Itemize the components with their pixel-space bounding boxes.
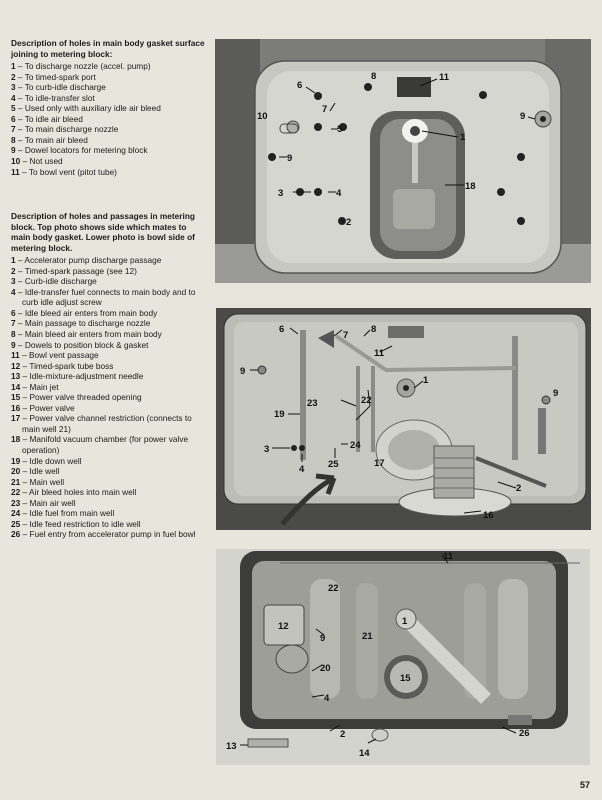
photo-main-body-surface bbox=[215, 39, 591, 283]
p2-label-22: 22 bbox=[361, 395, 372, 406]
p2-label-1: 1 bbox=[423, 375, 429, 386]
caption-item-number: 3 bbox=[11, 82, 16, 93]
p2-label-9-right: 9 bbox=[553, 388, 559, 399]
caption-item-text: Not used bbox=[29, 156, 63, 167]
caption-item: 13 – Idle-mixture-adjustment needle bbox=[11, 371, 144, 382]
caption-item-number: 23 bbox=[11, 497, 21, 508]
p1-label-2: 2 bbox=[346, 217, 352, 228]
caption-item-text: Idle bleed air enters from main body bbox=[24, 307, 158, 318]
p1-label-4: 4 bbox=[336, 188, 342, 199]
caption-item: 23 – Main air well bbox=[11, 497, 76, 508]
caption-item: 11 – To bowl vent (pitot tube) bbox=[11, 166, 117, 177]
caption-item-text: Fuel entry from accelerator pump in fuel bowl bbox=[29, 529, 196, 540]
p1-label-7: 7 bbox=[322, 104, 328, 115]
p2-label-9-left: 9 bbox=[240, 366, 246, 377]
caption-item-text: To main discharge nozzle bbox=[24, 124, 119, 135]
caption-item: 8 – Main bleed air enters from main body bbox=[11, 329, 162, 340]
p3-label-21: 21 bbox=[362, 631, 373, 642]
caption-item: 4 – To idle-transfer slot bbox=[11, 92, 95, 103]
caption-item-text: Main bleed air enters from main body bbox=[24, 329, 162, 340]
p2-label-24: 24 bbox=[350, 440, 361, 451]
caption-item: 21 – Main well bbox=[11, 476, 65, 487]
p1-label-3: 3 bbox=[278, 188, 284, 199]
caption-2-heading: Description of holes and passages in metering block. Top photo shows side which mates to main body gasket. Lower photo is bowl side of metering block. bbox=[11, 211, 195, 253]
caption-item-number: 13 bbox=[11, 371, 21, 382]
caption-item-text: Idle-mixture-adjustment needle bbox=[29, 371, 144, 382]
p2-label-11: 11 bbox=[374, 348, 385, 359]
caption-main-body-holes bbox=[11, 38, 207, 177]
caption-item-text: To discharge nozzle (accel. pump) bbox=[24, 61, 151, 72]
caption-item-number: 6 bbox=[11, 307, 16, 318]
p3-label-1: 1 bbox=[402, 616, 408, 627]
caption-item: 9 – Dowel locators for metering block bbox=[11, 145, 148, 156]
caption-item: 12 – Timed-spark tube boss bbox=[11, 360, 114, 371]
caption-item-text: To idle-transfer slot bbox=[24, 92, 95, 103]
caption-item-text: Air bleed holes into main well bbox=[29, 487, 137, 498]
caption-item: 18 – Manifold vacuum chamber (for power valve operation) bbox=[11, 434, 189, 456]
caption-item: 17 – Power valve channel restriction (connects to main well 21) bbox=[11, 413, 192, 434]
caption-item-text: Idle fuel from main well bbox=[29, 508, 115, 519]
p3-label-11: 11 bbox=[443, 551, 454, 562]
caption-item-number: 6 bbox=[11, 113, 16, 124]
caption-item-text: Idle-transfer fuel connects to main body and to curb idle adjust screw bbox=[22, 286, 196, 308]
caption-item-text: Idle feed restriction to idle well bbox=[29, 518, 141, 529]
p1-label-9-left: 9 bbox=[287, 153, 293, 164]
p2-label-8: 8 bbox=[371, 324, 377, 335]
caption-item-number: 7 bbox=[11, 124, 16, 135]
caption-item: 19 – Idle down well bbox=[11, 455, 82, 466]
photo-metering-block-gasket-side bbox=[216, 308, 591, 530]
caption-item-number: 21 bbox=[11, 476, 21, 487]
caption-2-list bbox=[11, 255, 207, 540]
caption-item: 10 – Not used bbox=[11, 156, 63, 167]
caption-item-number: 1 bbox=[11, 61, 16, 72]
caption-item-number: 11 bbox=[11, 166, 20, 177]
caption-item-number: 20 bbox=[11, 466, 21, 477]
caption-item: 20 – Idle well bbox=[11, 466, 60, 477]
caption-item-number: 19 bbox=[11, 455, 21, 466]
caption-item: 15 – Power valve threaded opening bbox=[11, 392, 142, 403]
caption-item-number: 22 bbox=[11, 487, 21, 498]
p2-label-7: 7 bbox=[343, 330, 349, 341]
caption-item-text: Bowl vent passage bbox=[29, 350, 99, 361]
caption-item-number: 16 bbox=[11, 402, 21, 413]
caption-item-number: 24 bbox=[11, 508, 21, 519]
caption-item: 3 – Curb-idle discharge bbox=[11, 276, 97, 287]
p2-label-3: 3 bbox=[264, 444, 270, 455]
caption-item-text: To main air bleed bbox=[24, 134, 88, 145]
caption-item-text: Idle down well bbox=[29, 455, 82, 466]
caption-item-number: 25 bbox=[11, 518, 21, 529]
caption-item-number: 17 bbox=[11, 413, 21, 424]
caption-metering-block-holes bbox=[11, 211, 207, 540]
p1-label-18: 18 bbox=[465, 181, 476, 192]
caption-item: 6 – Idle bleed air enters from main body bbox=[11, 307, 158, 318]
caption-item-number: 15 bbox=[11, 392, 21, 403]
caption-item-number: 4 bbox=[11, 286, 16, 297]
p3-label-4: 4 bbox=[324, 693, 330, 704]
p3-label-2: 2 bbox=[340, 729, 346, 740]
caption-item-text: Accelerator pump discharge passage bbox=[24, 255, 162, 266]
caption-item-number: 8 bbox=[11, 329, 16, 340]
caption-1-heading: Description of holes in main body gasket surface joining to metering block: bbox=[11, 38, 205, 59]
caption-item-number: 10 bbox=[11, 156, 21, 167]
p2-label-6: 6 bbox=[279, 324, 285, 335]
p1-label-10: 10 bbox=[257, 111, 268, 122]
caption-item-text: Timed-spark passage (see 12) bbox=[24, 265, 137, 276]
p3-label-13: 13 bbox=[226, 741, 237, 752]
caption-item-number: 26 bbox=[11, 529, 21, 540]
caption-item: 6 – To idle air bleed bbox=[11, 113, 83, 124]
caption-item-text: Power valve bbox=[29, 402, 75, 413]
caption-item-text: Timed-spark tube boss bbox=[29, 360, 114, 371]
p1-label-6: 6 bbox=[297, 80, 303, 91]
caption-item-number: 11 bbox=[11, 350, 20, 361]
caption-item-number: 5 bbox=[11, 103, 16, 114]
caption-item-number: 18 bbox=[11, 434, 21, 445]
p1-label-9-right: 9 bbox=[520, 111, 526, 122]
caption-item: 14 – Main jet bbox=[11, 381, 59, 392]
caption-1-list bbox=[11, 61, 207, 177]
caption-item-number: 3 bbox=[11, 276, 16, 287]
caption-item-text: Dowels to position block & gasket bbox=[24, 339, 149, 350]
caption-item-number: 12 bbox=[11, 360, 21, 371]
caption-item: 4 – Idle-transfer fuel connects to main body and to curb idle adjust screw bbox=[11, 286, 196, 308]
p3-label-12: 12 bbox=[278, 621, 289, 632]
caption-item: 22 – Air bleed holes into main well bbox=[11, 487, 137, 498]
caption-item-text: To bowl vent (pitot tube) bbox=[28, 166, 117, 177]
p3-label-22: 22 bbox=[328, 583, 339, 594]
caption-item-text: To curb-idle discharge bbox=[24, 82, 106, 93]
caption-item-number: 2 bbox=[11, 265, 16, 276]
p3-label-9: 9 bbox=[320, 633, 326, 644]
p3-label-26: 26 bbox=[519, 728, 530, 739]
caption-item: 24 – Idle fuel from main well bbox=[11, 508, 115, 519]
caption-item-text: Power valve threaded opening bbox=[29, 392, 142, 403]
caption-item-number: 1 bbox=[11, 255, 16, 266]
p3-label-15: 15 bbox=[400, 673, 411, 684]
p2-label-17: 17 bbox=[374, 458, 385, 469]
p3-label-20: 20 bbox=[320, 663, 331, 674]
caption-item-text: To idle air bleed bbox=[24, 113, 83, 124]
photo-metering-block-bowl-side bbox=[216, 549, 590, 765]
page-number: 57 bbox=[579, 780, 590, 790]
caption-item-number: 8 bbox=[11, 134, 16, 145]
p2-label-25: 25 bbox=[328, 459, 339, 470]
p1-label-8: 8 bbox=[371, 71, 377, 82]
p3-label-14: 14 bbox=[359, 748, 370, 759]
caption-item: 8 – To main air bleed bbox=[11, 134, 88, 145]
p2-label-16: 16 bbox=[483, 510, 494, 521]
caption-item-text: Main jet bbox=[29, 381, 59, 392]
p2-label-23: 23 bbox=[307, 398, 318, 409]
caption-item: 25 – Idle feed restriction to idle well bbox=[11, 518, 141, 529]
caption-item: 1 – To discharge nozzle (accel. pump) bbox=[11, 61, 151, 72]
caption-item-text: Used only with auxiliary idle air bleed bbox=[24, 103, 161, 114]
caption-item: 2 – To timed-spark port bbox=[11, 71, 96, 82]
caption-item-text: Main passage to discharge nozzle bbox=[24, 318, 151, 329]
caption-item: 26 – Fuel entry from accelerator pump in fuel bowl bbox=[11, 529, 196, 540]
caption-item-number: 14 bbox=[11, 381, 21, 392]
caption-item-number: 9 bbox=[11, 339, 16, 350]
caption-item-text: Curb-idle discharge bbox=[24, 276, 97, 287]
p1-label-1: 1 bbox=[460, 132, 466, 143]
caption-item-text: Main air well bbox=[29, 497, 76, 508]
caption-item-number: 9 bbox=[11, 145, 16, 156]
caption-item: 5 – Used only with auxiliary idle air bleed bbox=[11, 103, 161, 114]
caption-item: 7 – Main passage to discharge nozzle bbox=[11, 318, 151, 329]
caption-item-number: 7 bbox=[11, 318, 16, 329]
caption-item: 3 – To curb-idle discharge bbox=[11, 82, 106, 93]
caption-item-text: To timed-spark port bbox=[24, 71, 96, 82]
p2-label-4: 4 bbox=[299, 464, 305, 475]
caption-item: 9 – Dowels to position block & gasket bbox=[11, 339, 149, 350]
caption-item: 16 – Power valve bbox=[11, 402, 75, 413]
caption-item-text: Idle well bbox=[29, 466, 60, 477]
caption-item-number: 2 bbox=[11, 71, 16, 82]
caption-item-text: Power valve channel restriction (connects to main well 21) bbox=[22, 413, 192, 434]
p2-label-19: 19 bbox=[274, 409, 285, 420]
caption-item-number: 4 bbox=[11, 92, 16, 103]
caption-item-text: Main well bbox=[29, 476, 65, 487]
p2-label-2: 2 bbox=[516, 483, 522, 494]
caption-item: 2 – Timed-spark passage (see 12) bbox=[11, 265, 137, 276]
caption-item: 11 – Bowl vent passage bbox=[11, 350, 99, 361]
caption-item-text: Dowel locators for metering block bbox=[24, 145, 148, 156]
caption-item-text: Manifold vacuum chamber (for power valve operation) bbox=[22, 434, 189, 456]
caption-item: 7 – To main discharge nozzle bbox=[11, 124, 119, 135]
caption-item: 1 – Accelerator pump discharge passage bbox=[11, 255, 162, 266]
p1-label-5: 5 bbox=[337, 124, 343, 135]
p1-label-11: 11 bbox=[439, 72, 450, 83]
